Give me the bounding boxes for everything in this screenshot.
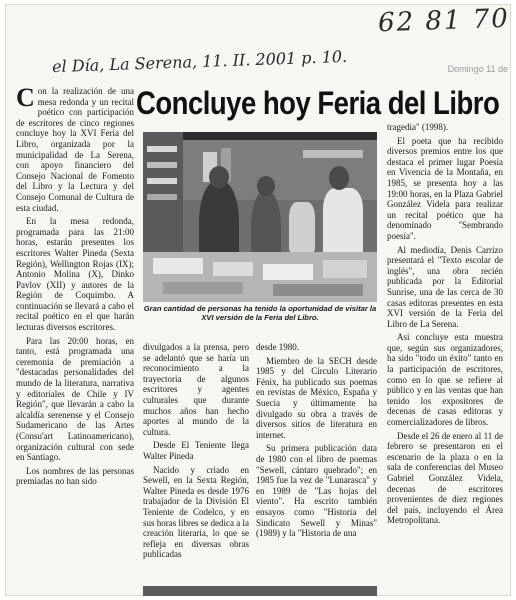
article-column-1 (16, 83, 134, 490)
article-paragraph: Miembro de la SECH desde 1985 y del Círculo Literario Fénix, ha publicado sus poemas en revistas de México, España y Suecia y últimamente ha divulgado su obra a través de diversos sitios de literatura en internet. (256, 355, 377, 440)
handwritten-source-line: el Día, La Serena, 11. II. 2001 p. 10. (51, 46, 348, 77)
article-paragraph: Para las 20:00 horas, en tanto, está programada una ceremonia de premiación a "destacadas personalidades del mundo de la literatura, narrativa y editoriales de Chile y IV Región", que llevarán a cabo la alcaldía serenense y el Consejo Sudamericano de las Artes (Consu'art Latinoamericano), organización cultural con sede en Santiago. (16, 335, 134, 463)
article-paragraph: Su primera publicación data de 1980 con el libro de poemas "Sewell, cántaro quebrado"; en 1985 fue la vez de "Lunarasca" y en 1989 de "Las hojas del viento". Ha escrito también ensayos como "Historia del Sindicato Sewell y Minas" (1989) y la "Historia de una (256, 443, 377, 539)
subheading: Desde El Teniente llega Walter Pineda (143, 440, 249, 461)
article-paragraph: Al mediodía, Denis Carrizo presentará el "Texto escolar de inglés", una obra recién publicada por la Editorial Sunrise, una de las cerca de 30 casas editoras presentes en esta XVI versión de la Feria del Libro de La Serena. (387, 244, 503, 329)
headline: Concluye hoy Feria del Libro (136, 85, 500, 121)
article-paragraph (16, 83, 134, 213)
article-column-4 (387, 122, 503, 529)
drop-cap: C (16, 83, 35, 112)
article-paragraph: Nacido y criado en Sewell, en la Sexta Región, Walter Pineda es desde 1976 trabajador de la División El Teniente de Codelco, y en sus horas libres se dedica a la creación literaria, lo que se refleja en diversas obras publicadas (143, 464, 249, 560)
article-column-3 (256, 342, 377, 542)
bottom-ad-strip (143, 586, 377, 596)
article-paragraph: desde 1980. (256, 342, 299, 352)
article-paragraph: Desde el 26 de enero al 11 de febrero se presentaron en el escenario de la plaza o en la sala de conferencias del Museo Gabriel González Videla, decenas de escritores provenientes de diez regiones del país, incluyendo el Área Metropolitana. (387, 430, 503, 526)
article-photo (143, 132, 377, 302)
photo-caption: Gran cantidad de personas ha tenido la oportunidad de visitar la XVI versión de la Feria del Libro. (143, 304, 377, 322)
handwritten-number: 62 81 70 (377, 3, 511, 39)
article-column-2 (143, 342, 249, 563)
paragraph-text: on la realización de una mesa redonda y un recital poético con participación de escritores de cinco regiones concluye hoy la XVI Feria del Libro, organizada por la municipalidad de La Serena, con apoyo financiero del Consejo Nacional de Fomento del Libro y la Lectura y del Consejo Comunal de Cultura de esta ciudad. (16, 86, 134, 213)
article-paragraph: El poeta que ha recibido diversos premios entre los que destaca el primer lugar Poesía en Vivencia de la Montaña, en 1985, se presenta hoy a las 19:00 horas, en la Plaza Gabriel González Videla para realizar un recital poético que ha denominado "Sembrando poesía". (387, 135, 503, 241)
article-paragraph: divulgados a la prensa, pero se adelantó que se haría un reconocimiento a la trayectoria de algunos escritores y agentes culturales que durante muchos años han hecho aportes al mundo de la cultura. (143, 342, 249, 437)
article-paragraph: tragedia" (1998). (387, 122, 449, 132)
article-paragraph: Así concluye esta muestra que, según sus organizadores, ha sido "todo un éxito" tanto en la participación de escritores, como en lo que se refiere al público y en las ventas que han tenido los expositores de decenas de casas editoras y comercializadores de libros. (387, 332, 503, 428)
date-stamp: Domingo 11 de (447, 64, 508, 74)
article-paragraph: Los nombres de las personas premiadas no han sido (16, 465, 134, 487)
article-paragraph: En la mesa redonda, programada para las 21:00 horas, estarán presentes los escritores Walter Pineda (Sexta Región), Wellington Rojas (IX); Antonio Molina (X), Dinko Pavlov (XII) y autores de la Región de Coquimbo. A continuación se llevará a cabo el recital poético en el que harán lecturas diversos escritores. (16, 216, 134, 333)
